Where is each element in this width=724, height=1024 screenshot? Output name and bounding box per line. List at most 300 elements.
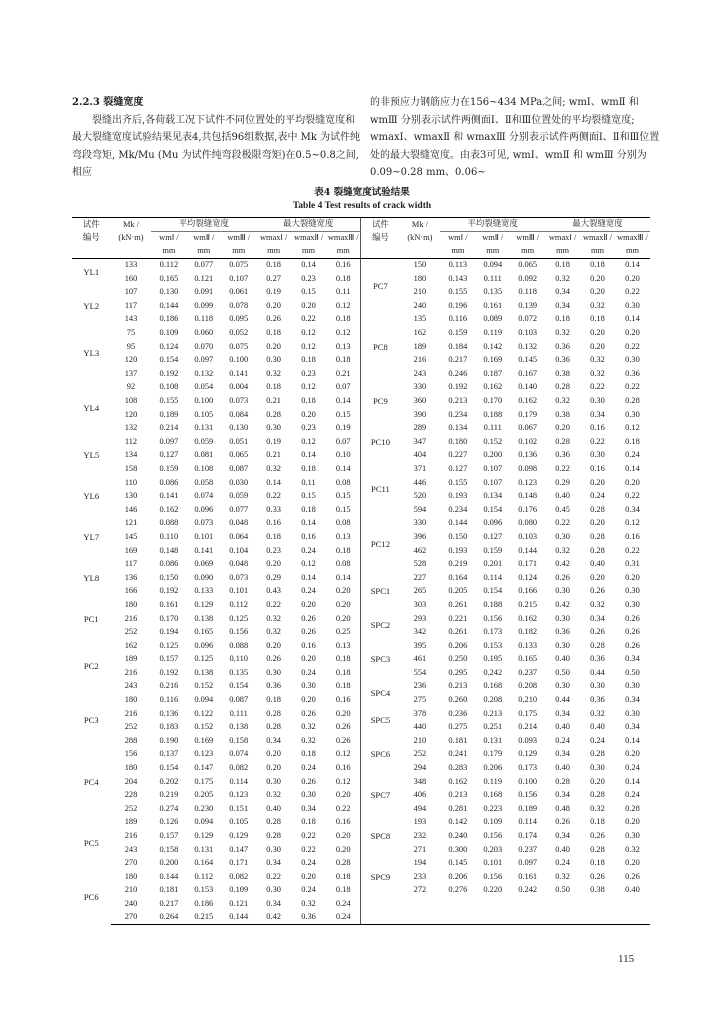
crack-width-cell: 0.154 <box>159 763 179 773</box>
crack-width-cell: 0.114 <box>229 776 248 786</box>
crack-width-cell: 0.171 <box>518 559 538 569</box>
crack-width-cell: 0.32 <box>301 722 316 732</box>
moment-cell: 110 <box>124 477 138 487</box>
crack-width-cell: 0.30 <box>555 613 570 623</box>
crack-width-cell: 0.137 <box>159 749 179 759</box>
crack-width-cell: 0.150 <box>159 572 179 582</box>
crack-width-cell: 0.110 <box>159 531 179 541</box>
crack-width-cell: 0.08 <box>335 518 351 528</box>
crack-width-cell: 0.15 <box>301 491 316 501</box>
crack-width-cell: 0.24 <box>301 667 316 677</box>
table-caption-cn: 表4 裂缝宽度试验结果 <box>314 187 410 198</box>
crack-width-cell: 0.141 <box>229 368 249 378</box>
moment-cell: 160 <box>124 273 138 283</box>
crack-width-cell: 0.30 <box>625 300 640 310</box>
crack-width-cell: 0.24 <box>326 911 361 925</box>
crack-width-cell: 0.093 <box>518 735 538 745</box>
crack-width-cell: 0.129 <box>194 599 214 609</box>
moment-cell: 347 <box>413 436 427 446</box>
crack-width-cell: 0.50 <box>625 667 640 677</box>
crack-width-cell: 0.107 <box>483 463 503 473</box>
crack-width-cell: 0.179 <box>483 749 503 759</box>
crack-width-cell: 0.156 <box>518 790 538 800</box>
crack-width-cell: 0.28 <box>625 803 640 813</box>
header-wmax1-left: wmaxⅠ / <box>259 233 288 243</box>
crack-width-cell: 0.26 <box>301 708 316 718</box>
crack-width-cell: 0.24 <box>301 858 316 868</box>
crack-width-cell: 0.070 <box>194 341 214 351</box>
crack-width-cell: 0.28 <box>555 436 570 446</box>
crack-width-cell: 0.14 <box>625 260 640 270</box>
crack-width-cell: 0.18 <box>301 463 316 473</box>
crack-width-cell: 0.30 <box>266 885 281 895</box>
moment-cell: 378 <box>413 708 427 718</box>
crack-width-cell: 0.080 <box>518 518 538 528</box>
crack-width-cell: 0.18 <box>335 667 351 677</box>
crack-width-cell: 0.11 <box>301 477 316 487</box>
crack-width-cell: 0.100 <box>194 396 214 406</box>
crack-width-cell: 0.217 <box>448 355 468 365</box>
crack-width-cell: 0.32 <box>555 328 570 338</box>
moment-cell: 210 <box>413 287 427 297</box>
crack-width-cell: 0.236 <box>448 708 468 718</box>
crack-width-cell: 0.113 <box>448 260 468 270</box>
specimen-id: PC3 <box>83 715 99 726</box>
crack-width-cell: 0.20 <box>625 477 640 487</box>
crack-width-cell: 0.138 <box>194 667 214 677</box>
crack-width-cell: 0.193 <box>448 491 468 501</box>
crack-width-cell: 0.054 <box>194 382 214 392</box>
crack-width-cell: 0.34 <box>555 749 570 759</box>
crack-width-cell: 0.133 <box>518 640 538 650</box>
moment-cell: 180 <box>413 273 427 283</box>
paragraph-right: 的非预应力钢筋应力在156~434 MPa之间; wmⅠ、wmⅡ 和 wmⅢ 分别表示试件两侧面Ⅰ、Ⅱ和Ⅲ位置处的平均裂缝宽度; wmaxⅠ、wmaxⅡ 和 wmaxⅢ 分别表示试件两侧面Ⅰ、Ⅱ和Ⅲ位置处的最大裂缝宽度。由表3可见, wmⅠ、wmⅡ 和 wmⅢ 分别为0.09~0.28 mm、0.06~ <box>370 97 660 178</box>
crack-width-cell: 0.108 <box>159 382 179 392</box>
crack-width-cell: 0.28 <box>266 831 281 841</box>
crack-width-cell: 0.22 <box>625 382 640 392</box>
crack-width-cell: 0.33 <box>266 504 281 514</box>
crack-width-cell: 0.114 <box>518 817 537 827</box>
crack-width-cell: 0.30 <box>590 396 605 406</box>
crack-width-cell: 0.34 <box>301 803 316 813</box>
crack-width-cell: 0.124 <box>159 341 179 351</box>
moment-cell: 528 <box>413 559 427 569</box>
crack-width-cell: 0.077 <box>229 504 249 514</box>
crack-width-cell: 0.004 <box>229 382 249 392</box>
crack-width-cell: 0.30 <box>266 355 281 365</box>
crack-width-cell: 0.15 <box>335 409 351 419</box>
crack-width-cell: 0.162 <box>518 396 538 406</box>
crack-width-cell: 0.065 <box>518 260 538 270</box>
specimen-id: PC9 <box>361 381 400 422</box>
crack-width-cell: 0.20 <box>590 341 605 351</box>
crack-width-cell: 0.048 <box>229 518 249 528</box>
crack-width-cell: 0.089 <box>483 314 503 324</box>
crack-width-cell: 0.074 <box>194 491 214 501</box>
crack-width-cell: 0.29 <box>555 477 570 487</box>
header-wmax3-right: wmaxⅢ / <box>617 233 648 243</box>
crack-width-cell: 0.094 <box>483 260 503 270</box>
crack-width-cell: 0.161 <box>483 300 503 310</box>
crack-width-cell: 0.21 <box>335 368 351 378</box>
crack-width-cell: 0.217 <box>159 898 179 908</box>
header-mk-left: Mk / <box>111 218 152 232</box>
moment-cell: 132 <box>124 423 138 433</box>
crack-width-cell: 0.18 <box>335 355 351 365</box>
crack-width-cell: 0.156 <box>483 871 503 881</box>
crack-width-cell: 0.23 <box>266 545 281 555</box>
moment-cell: 228 <box>124 790 138 800</box>
moment-cell: 594 <box>413 504 427 514</box>
crack-width-cell: 0.16 <box>335 260 351 270</box>
header-number-right: 编号 <box>361 231 400 245</box>
crack-width-cell: 0.32 <box>555 545 570 555</box>
crack-width-cell: 0.32 <box>266 613 281 623</box>
moment-cell: 210 <box>124 885 138 895</box>
unit-label: mm <box>186 245 221 259</box>
crack-width-cell: 0.206 <box>448 640 468 650</box>
crack-width-cell: 0.192 <box>448 382 468 392</box>
section-heading: 2.2.3 裂缝宽度 <box>72 97 144 108</box>
crack-width-cell: 0.20 <box>335 613 351 623</box>
crack-width-cell: 0.40 <box>590 722 605 732</box>
crack-width-cell: 0.26 <box>266 654 281 664</box>
moment-cell: 348 <box>413 776 427 786</box>
moment-cell: 180 <box>124 599 138 609</box>
header-specimen-right: 试件 <box>361 218 400 232</box>
crack-width-cell: 0.26 <box>555 572 570 582</box>
moment-cell: 462 <box>413 545 427 555</box>
header-wm2-right: wmⅡ / <box>482 233 504 243</box>
crack-width-cell: 0.200 <box>483 450 503 460</box>
crack-width-cell: 0.13 <box>335 341 351 351</box>
crack-width-cell: 0.157 <box>159 831 179 841</box>
crack-width-cell: 0.060 <box>194 328 214 338</box>
crack-width-cell: 0.32 <box>590 708 605 718</box>
crack-width-cell: 0.052 <box>229 328 249 338</box>
specimen-id: PC12 <box>361 517 400 571</box>
moment-cell: 121 <box>124 518 138 528</box>
crack-width-cell: 0.171 <box>229 858 249 868</box>
crack-width-cell: 0.20 <box>301 409 316 419</box>
crack-width-cell: 0.40 <box>266 803 281 813</box>
moment-cell: 342 <box>413 627 427 637</box>
crack-width-cell: 0.181 <box>448 735 468 745</box>
crack-width-cell: 0.153 <box>483 640 503 650</box>
moment-cell: 107 <box>124 287 138 297</box>
moment-cell: 166 <box>124 586 138 596</box>
crack-width-cell: 0.142 <box>483 341 503 351</box>
crack-width-cell: 0.22 <box>625 491 640 501</box>
moment-cell: 156 <box>124 749 138 759</box>
crack-width-cell: 0.20 <box>335 586 351 596</box>
crack-width-cell: 0.082 <box>229 871 249 881</box>
crack-width-cell: 0.162 <box>448 776 468 786</box>
crack-width-cell: 0.26 <box>266 314 281 324</box>
moment-cell: 494 <box>413 803 427 813</box>
crack-width-cell: 0.24 <box>301 586 316 596</box>
moment-cell: 252 <box>413 749 427 759</box>
crack-width-cell: 0.26 <box>625 640 640 650</box>
crack-width-cell: 0.40 <box>555 491 570 501</box>
crack-width-cell: 0.20 <box>266 341 281 351</box>
crack-width-cell: 0.295 <box>448 667 468 677</box>
header-wmax2-left: wmaxⅡ / <box>294 233 324 243</box>
moment-cell: 135 <box>413 314 427 324</box>
crack-width-cell: 0.30 <box>625 409 640 419</box>
header-wm1-right: wmⅠ / <box>448 233 468 243</box>
crack-width-cell: 0.107 <box>483 477 503 487</box>
crack-width-cell: 0.12 <box>625 518 640 528</box>
header-number-left: 编号 <box>82 232 100 242</box>
crack-width-cell: 0.127 <box>483 531 503 541</box>
table-row <box>72 462 650 476</box>
moment-cell: 145 <box>124 531 138 541</box>
moment-cell: 240 <box>124 898 138 908</box>
crack-width-cell: 0.175 <box>518 708 538 718</box>
crack-width-cell: 0.114 <box>483 572 503 582</box>
crack-width-cell: 0.183 <box>159 722 179 732</box>
crack-width-cell: 0.155 <box>159 396 179 406</box>
crack-width-cell: 0.22 <box>590 436 605 446</box>
specimen-id: YL3 <box>83 348 100 359</box>
crack-width-cell: 0.26 <box>335 722 351 732</box>
crack-width-cell: 0.22 <box>335 803 351 813</box>
crack-width-cell: 0.20 <box>335 831 351 841</box>
moment-cell: 204 <box>124 776 138 786</box>
moment-cell: 270 <box>124 858 138 868</box>
crack-width-cell: 0.108 <box>194 463 214 473</box>
crack-width-cell: 0.246 <box>448 368 468 378</box>
crack-width-cell: 0.147 <box>194 763 214 773</box>
crack-width-cell: 0.30 <box>266 667 281 677</box>
crack-width-cell: 0.276 <box>448 885 468 895</box>
header-wmax2-right: wmaxⅡ / <box>582 233 612 243</box>
crack-width-cell: 0.145 <box>448 858 468 868</box>
specimen-id: PC6 <box>83 892 99 903</box>
crack-width-cell: 0.065 <box>229 450 249 460</box>
crack-width-cell: 0.124 <box>518 572 538 582</box>
header-mk-unit-right: (kN·m) <box>407 232 433 242</box>
crack-width-cell: 0.30 <box>301 790 316 800</box>
crack-width-cell: 0.20 <box>335 844 351 854</box>
crack-width-cell: 0.30 <box>590 763 605 773</box>
crack-width-cell: 0.28 <box>590 640 605 650</box>
crack-width-cell: 0.32 <box>555 871 570 881</box>
crack-width-cell: 0.30 <box>625 586 640 596</box>
crack-width-cell: 0.118 <box>194 314 214 324</box>
crack-width-cell: 0.130 <box>229 423 249 433</box>
crack-width-cell: 0.144 <box>448 518 468 528</box>
unit-label: mm <box>151 245 186 259</box>
crack-width-cell: 0.192 <box>159 586 179 596</box>
crack-width-cell: 0.193 <box>448 545 468 555</box>
unit-label: mm <box>580 245 615 259</box>
table-row <box>72 680 650 694</box>
crack-width-cell: 0.214 <box>518 722 538 732</box>
specimen-id: PC8 <box>361 313 400 381</box>
crack-width-cell: 0.205 <box>448 586 468 596</box>
crack-width-cell: 0.18 <box>266 260 281 270</box>
crack-width-cell: 0.153 <box>194 885 214 895</box>
crack-width-cell: 0.220 <box>483 885 503 895</box>
crack-width-cell: 0.22 <box>266 871 281 881</box>
crack-width-cell: 0.161 <box>159 599 179 609</box>
crack-width-cell: 0.126 <box>159 817 179 827</box>
crack-width-cell: 0.100 <box>229 355 249 365</box>
moment-cell: 265 <box>413 586 427 596</box>
crack-width-cell: 0.26 <box>625 613 640 623</box>
crack-width-cell: 0.173 <box>483 627 503 637</box>
crack-width-cell: 0.179 <box>518 409 538 419</box>
crack-width-cell: 0.215 <box>186 911 221 925</box>
crack-width-cell: 0.264 <box>151 911 186 925</box>
header-wm1-left: wmⅠ / <box>159 233 179 243</box>
crack-width-cell: 0.240 <box>448 831 468 841</box>
crack-width-cell: 0.145 <box>518 355 538 365</box>
crack-width-cell: 0.32 <box>625 844 640 854</box>
table-row <box>72 612 650 626</box>
crack-width-cell: 0.261 <box>448 627 468 637</box>
crack-width-cell: 0.18 <box>335 654 351 664</box>
crack-width-cell: 0.26 <box>335 735 351 745</box>
crack-width-cell: 0.20 <box>590 477 605 487</box>
unit-label: mm <box>440 245 475 259</box>
crack-width-cell: 0.18 <box>335 681 351 691</box>
moment-cell: 330 <box>413 518 427 528</box>
crack-width-cell: 0.111 <box>483 273 502 283</box>
crack-width-cell: 0.32 <box>590 803 605 813</box>
crack-width-cell: 0.061 <box>229 287 249 297</box>
crack-width-cell: 0.082 <box>229 763 249 773</box>
crack-width-cell: 0.156 <box>483 831 503 841</box>
crack-width-cell: 0.28 <box>590 504 605 514</box>
moment-cell: 189 <box>124 817 138 827</box>
crack-width-cell: 0.195 <box>483 654 503 664</box>
crack-width-cell: 0.169 <box>483 355 503 365</box>
crack-width-cell: 0.36 <box>625 368 640 378</box>
crack-width-cell: 0.203 <box>483 844 503 854</box>
crack-width-cell: 0.250 <box>448 654 468 664</box>
crack-width-cell: 0.096 <box>194 504 214 514</box>
crack-width-cell: 0.38 <box>590 885 605 895</box>
moment-cell: 216 <box>124 667 138 677</box>
specimen-id: YL5 <box>83 450 100 461</box>
crack-width-cell: 0.123 <box>194 749 214 759</box>
crack-width-cell: 0.28 <box>590 790 605 800</box>
crack-width-cell: 0.23 <box>301 273 316 283</box>
crack-width-cell: 0.24 <box>625 790 640 800</box>
crack-width-cell: 0.30 <box>625 681 640 691</box>
unit-label: mm <box>256 245 291 259</box>
crack-width-cell: 0.157 <box>159 654 179 664</box>
crack-width-cell: 0.144 <box>518 545 538 555</box>
specimen-id: YL8 <box>83 572 100 583</box>
crack-width-cell: 0.12 <box>301 559 316 569</box>
crack-width-cell: 0.22 <box>555 518 570 528</box>
specimen-id: PC5 <box>83 837 99 848</box>
crack-width-cell: 0.20 <box>590 572 605 582</box>
paragraph-left: 裂缝出齐后,各荷载工况下试件不同位置处的平均裂缝宽度和最大裂缝宽度试验结果见表4,共包括96组数据,表中 Mk 为试件纯弯段弯矩, Mk/Mu (Mu 为试件纯弯段极限弯矩)在0.5~0.8之间,相应 <box>72 114 361 178</box>
crack-width-cell: 0.32 <box>590 599 605 609</box>
crack-width-cell: 0.14 <box>301 572 316 582</box>
moment-cell: 189 <box>124 654 138 664</box>
crack-width-cell: 0.129 <box>194 831 214 841</box>
crack-width-cell: 0.18 <box>590 817 605 827</box>
crack-width-cell: 0.189 <box>159 409 179 419</box>
crack-width-cell: 0.28 <box>266 722 281 732</box>
crack-width-cell: 0.097 <box>518 858 538 868</box>
crack-width-cell: 0.30 <box>555 531 570 541</box>
crack-width-cell: 0.173 <box>518 763 538 773</box>
crack-width-cell: 0.086 <box>159 477 179 487</box>
crack-width-cell: 0.18 <box>301 355 316 365</box>
table-row <box>72 639 650 653</box>
crack-width-cell: 0.141 <box>194 545 214 555</box>
crack-width-cell: 0.101 <box>229 586 249 596</box>
crack-width-cell: 0.059 <box>229 491 249 501</box>
crack-width-cell: 0.32 <box>590 300 605 310</box>
crack-width-cell: 0.140 <box>518 382 538 392</box>
crack-width-cell: 0.11 <box>336 287 351 297</box>
moment-cell: 243 <box>124 844 138 854</box>
crack-width-cell: 0.274 <box>159 803 179 813</box>
crack-width-cell: 0.13 <box>335 640 351 650</box>
unit-label: mm <box>510 245 545 259</box>
specimen-id: PC4 <box>83 776 99 787</box>
crack-width-cell: 0.26 <box>625 627 640 637</box>
crack-width-cell: 0.50 <box>555 667 570 677</box>
crack-width-cell: 0.147 <box>229 844 249 854</box>
crack-width-cell: 0.135 <box>229 667 249 677</box>
crack-width-cell: 0.12 <box>335 328 351 338</box>
crack-width-cell: 0.34 <box>625 722 640 732</box>
specimen-id: PC11 <box>361 462 400 516</box>
crack-width-cell: 0.22 <box>266 599 281 609</box>
crack-width-cell: 0.16 <box>625 531 640 541</box>
crack-width-cell: 0.08 <box>335 477 351 487</box>
crack-width-cell: 0.110 <box>229 654 248 664</box>
crack-width-cell: 0.20 <box>625 273 640 283</box>
specimen-id: PC1 <box>83 613 99 624</box>
crack-width-cell: 0.28 <box>590 531 605 541</box>
crack-width-cell: 0.069 <box>194 559 214 569</box>
specimen-id: SPC3 <box>361 639 400 680</box>
crack-width-cell: 0.18 <box>590 858 605 868</box>
crack-width-cell: 0.28 <box>266 708 281 718</box>
moment-cell: 146 <box>124 504 138 514</box>
crack-width-cell: 0.109 <box>483 817 503 827</box>
crack-width-cell: 0.104 <box>229 545 249 555</box>
specimen-id: YL2 <box>83 300 100 311</box>
crack-width-cell: 0.22 <box>590 382 605 392</box>
crack-width-cell: 0.116 <box>448 314 468 324</box>
crack-width-cell: 0.40 <box>555 654 570 664</box>
moment-cell: 360 <box>413 396 427 406</box>
specimen-id: PC7 <box>361 258 400 312</box>
crack-width-cell: 0.24 <box>625 450 640 460</box>
crack-width-cell: 0.154 <box>229 681 249 691</box>
crack-width-cell: 0.210 <box>518 695 538 705</box>
crack-width-cell: 0.088 <box>159 518 179 528</box>
crack-width-cell: 0.219 <box>448 559 468 569</box>
crack-width-cell: 0.127 <box>159 450 179 460</box>
table-row <box>72 856 650 870</box>
crack-width-cell: 0.194 <box>159 627 179 637</box>
crack-width-cell: 0.42 <box>555 559 570 569</box>
crack-width-cell: 0.26 <box>301 776 316 786</box>
crack-width-cell: 0.18 <box>335 545 351 555</box>
